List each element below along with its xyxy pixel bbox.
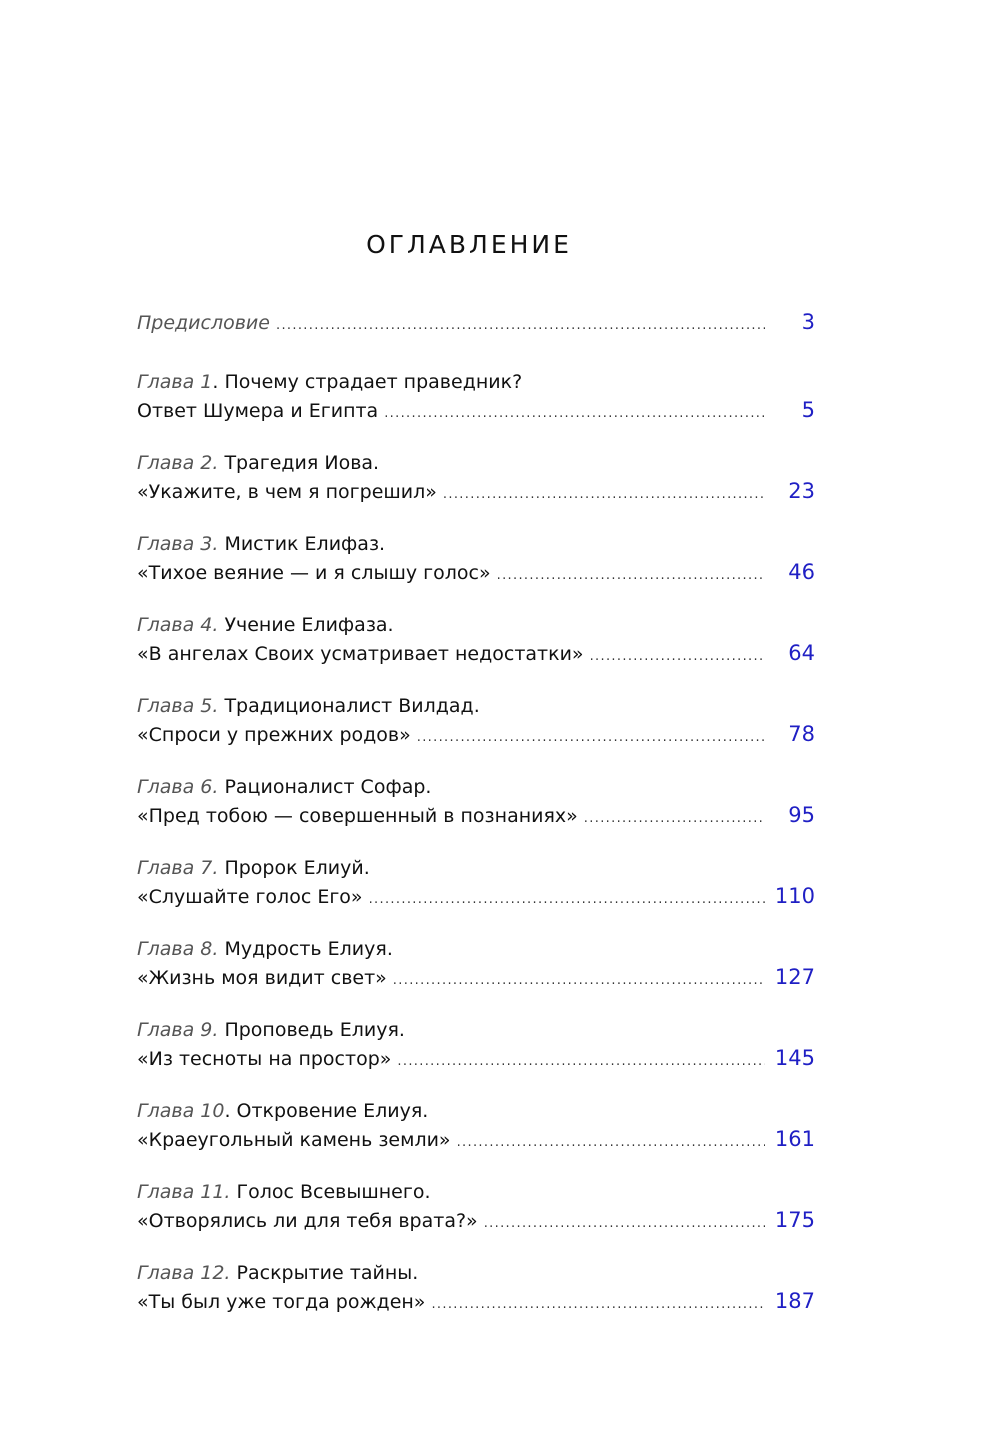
dot-leader <box>590 643 765 671</box>
toc-entry-line <box>137 882 815 914</box>
toc-entry-chapter-11[interactable] <box>137 1178 815 1238</box>
toc-list <box>137 308 815 1340</box>
toc-entry-heading <box>137 1178 815 1206</box>
toc-entry-heading <box>137 611 815 639</box>
toc-entry-title: Мудрость Елиуя. <box>224 938 393 960</box>
toc-entry-chapter-3[interactable] <box>137 530 815 590</box>
toc-entry-heading <box>137 692 815 720</box>
toc-entry-chapter-5[interactable] <box>137 692 815 752</box>
toc-entry-subtitle: «Пред тобою — совершенный в познаниях» <box>137 805 578 827</box>
toc-entry-chapter-2[interactable] <box>137 449 815 509</box>
dot-leader <box>393 967 765 995</box>
toc-entry-title: Почему страдает праведник? <box>224 371 523 393</box>
toc-entry-title: Откровение Елиуя. <box>236 1100 429 1122</box>
toc-page-number: 3 <box>801 310 815 334</box>
toc-entry-preface[interactable] <box>137 308 815 340</box>
toc-page-number: 46 <box>788 560 815 584</box>
toc-entry-heading <box>137 854 815 882</box>
toc-entry-title: Трагедия Иова. <box>224 452 380 474</box>
toc-entry-title: Учение Елифаза. <box>224 614 394 636</box>
dot-leader <box>457 1129 765 1157</box>
toc-entry-label: Глава 12. <box>137 1262 231 1284</box>
dot-leader <box>397 1048 765 1076</box>
toc-entry-label: Глава 7. <box>137 857 219 879</box>
toc-entry-label: Предисловие <box>137 312 270 334</box>
toc-entry-subtitle: «В ангелах Своих усматривает недостатки» <box>137 643 584 665</box>
toc-entry-label: Глава 11. <box>137 1181 231 1203</box>
toc-entry-heading <box>137 1097 815 1125</box>
toc-entry-heading <box>137 368 815 396</box>
toc-entry-subtitle: «Слушайте голос Его» <box>137 886 363 908</box>
toc-entry-heading <box>137 1259 815 1287</box>
toc-entry-title: Мистик Елифаз. <box>224 533 386 555</box>
dot-leader <box>431 1291 765 1319</box>
toc-page-number: 23 <box>788 479 815 503</box>
toc-entry-label: Глава 2. <box>137 452 219 474</box>
toc-entry-title: Голос Всевышнего. <box>236 1181 431 1203</box>
toc-entry-subtitle: Ответ Шумера и Египта <box>137 400 379 422</box>
toc-page-number: 64 <box>788 641 815 665</box>
toc-entry-label: Глава 4. <box>137 614 219 636</box>
toc-page-number: 187 <box>774 1289 815 1313</box>
toc-entry-line <box>137 308 815 340</box>
dot-leader <box>384 400 765 428</box>
toc-entry-chapter-10[interactable] <box>137 1097 815 1157</box>
toc-entry-heading <box>137 530 815 558</box>
toc-entry-chapter-1[interactable] <box>137 368 815 428</box>
toc-entry-subtitle: «Краеугольный камень земли» <box>137 1129 451 1151</box>
toc-entry-label: Глава 8. <box>137 938 219 960</box>
toc-entry-line <box>137 1125 815 1157</box>
toc-entry-heading <box>137 1016 815 1044</box>
toc-entry-title: Раскрытие тайны. <box>236 1262 419 1284</box>
toc-title: ОГЛАВЛЕНИЕ <box>366 230 572 259</box>
dot-leader <box>369 886 765 914</box>
toc-entry-subtitle: «Спроси у прежних родов» <box>137 724 411 746</box>
toc-entry-label: Глава 10 <box>137 1100 225 1122</box>
toc-entry-label: Глава 1 <box>137 371 213 393</box>
toc-entry-subtitle: «Жизнь моя видит свет» <box>137 967 387 989</box>
dot-leader <box>417 724 765 752</box>
toc-entry-subtitle: «Ты был уже тогда рожден» <box>137 1291 426 1313</box>
toc-entry-title: Рационалист Софар. <box>224 776 432 798</box>
toc-page-number: 161 <box>774 1127 815 1151</box>
toc-entry-line <box>137 639 815 671</box>
toc-entry-chapter-12[interactable] <box>137 1259 815 1319</box>
toc-page-number: 95 <box>788 803 815 827</box>
dot-leader <box>497 562 765 590</box>
toc-entry-chapter-9[interactable] <box>137 1016 815 1076</box>
toc-entry-label: Глава 9. <box>137 1019 219 1041</box>
toc-entry-line <box>137 1044 815 1076</box>
toc-entry-chapter-6[interactable] <box>137 773 815 833</box>
dot-leader <box>443 481 765 509</box>
toc-entry-sep: . <box>212 371 225 393</box>
toc-page-number: 175 <box>774 1208 815 1232</box>
toc-entry-line <box>137 1206 815 1238</box>
toc-entry-text <box>137 309 270 337</box>
toc-entry-subtitle: «Из тесноты на простор» <box>137 1048 392 1070</box>
dot-leader <box>276 312 765 340</box>
toc-page-number: 78 <box>788 722 815 746</box>
toc-page-number: 5 <box>801 398 815 422</box>
toc-entry-label: Глава 6. <box>137 776 219 798</box>
toc-entry-line <box>137 801 815 833</box>
toc-entry-title: Традиционалист Вилдад. <box>224 695 480 717</box>
toc-entry-line <box>137 963 815 995</box>
toc-entry-subtitle: «Отворялись ли для тебя врата?» <box>137 1210 478 1232</box>
toc-entry-label: Глава 3. <box>137 533 219 555</box>
toc-entry-line <box>137 396 815 428</box>
toc-entry-line <box>137 1287 815 1319</box>
toc-entry-line <box>137 477 815 509</box>
toc-entry-heading <box>137 773 815 801</box>
toc-entry-chapter-8[interactable] <box>137 935 815 995</box>
dot-leader <box>584 805 765 833</box>
toc-entry-title: Проповедь Елиуя. <box>224 1019 405 1041</box>
dot-leader <box>484 1210 765 1238</box>
toc-entry-label: Глава 5. <box>137 695 219 717</box>
toc-entry-sep: . <box>224 1100 237 1122</box>
toc-page-number: 110 <box>774 884 815 908</box>
toc-entry-subtitle: «Укажите, в чем я погрешил» <box>137 481 437 503</box>
toc-entry-line <box>137 558 815 590</box>
toc-entry-line <box>137 720 815 752</box>
toc-entry-heading <box>137 449 815 477</box>
toc-page-number: 127 <box>774 965 815 989</box>
toc-entry-chapter-7[interactable] <box>137 854 815 914</box>
toc-page-number: 145 <box>774 1046 815 1070</box>
toc-entry-subtitle: «Тихое веяние — и я слышу голос» <box>137 562 491 584</box>
toc-entry-chapter-4[interactable] <box>137 611 815 671</box>
toc-entry-heading <box>137 935 815 963</box>
toc-entry-title: Пророк Елиуй. <box>224 857 370 879</box>
